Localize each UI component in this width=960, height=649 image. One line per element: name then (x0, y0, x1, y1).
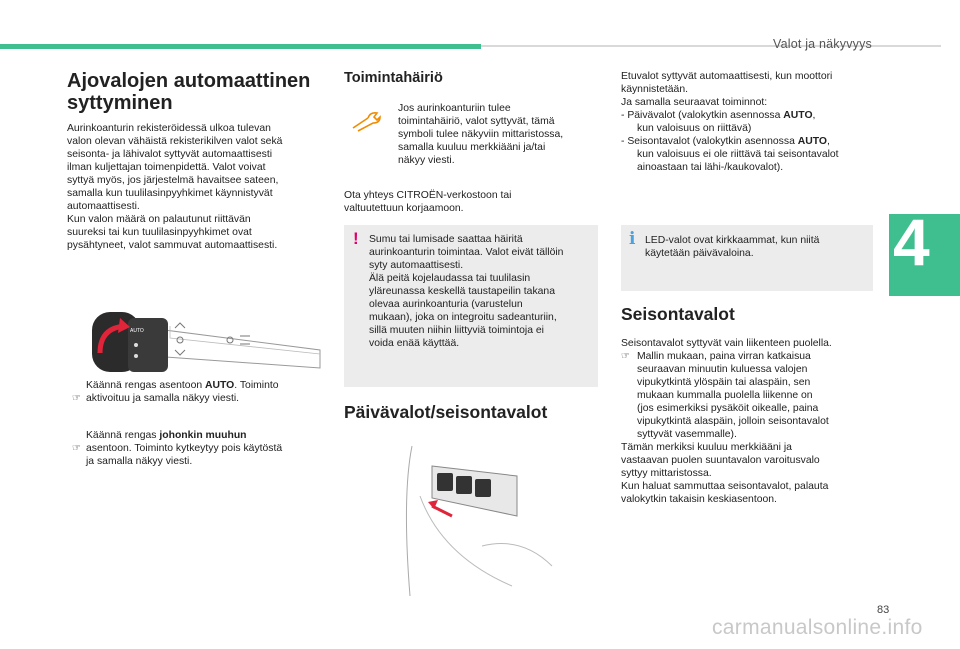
info-text: LED-valot ovat kirkkaammat, kun niitä käytetään päivävaloina. (645, 235, 820, 259)
light-stalk-figure (70, 298, 324, 380)
parking-lights-text: Seisontavalot syttyvät vain liikenteen puolella. ☞ Mallin mukaan, paina virran katkaisua seuraavan minuutin kuluessa valojen vipukytkintä ylöspäin tai alaspäin, sen mukaan kummalla puolella liikenne on (jos esimerkiksi pysäköit oikealle, paina vipukytkintä alaspäin, jolloin seisontavalot syttyvät vasemmalle). Tämän merkiksi kuuluu merkkiääni ja vastaavan puolen suuntavalon varoitusvalo syttyy mittaristossa. Kun haluat sammuttaa seisontavalot, palauta valokytkin takaisin keskiasentoon. (621, 338, 832, 505)
warning-text: Sumu tai lumisade saattaa häiritä aurinkoanturin toimintaa. Valot eivät tällöin syty automaattisesti. Älä peitä kojelaudassa tai tuulilasin yläreunassa keskellä taustapeilin takana olevaa aurinkoanturia (varustelun mukaan), joka on integroitu sadeanturiin, sillä muuten niihin liittyviä toimintoja ei voida enää käyttää. (369, 234, 564, 349)
section-header: Valot ja näkyvyys (772, 37, 872, 51)
info-icon: i (629, 229, 636, 249)
auto-lights-paragraph: Aurinkoanturin rekisteröidessä ulkoa tulevan valon olevan vähäistä rekisterikilven valot sekä seisonta- ja lähivalot syttyvät automaattisesti ilman kuljettajan toimenpidettä. Valot voivat syttyä myös, jos järjestelmä havaitsee sateen, samalla kun tuulilasinpyyhkimet käynnistyvät automaattisesti. Kun valon määrä on palautunut riittävän suureksi tai kun tuulilasinpyyhkimet ovat pysähtyneet, valot sammuvat automaattisesti. (67, 123, 283, 251)
daytime-intro: Etuvalot syttyvät automaattisesti, kun moottori käynnistetään. Ja samalla seuraavat toiminnot: - Päivävalot (valokytkin asennossa AUTO, kun valoisuus on riittävä) - Seisontavalot (valokytkin asennossa AUTO, kun valoisuus ei ole riittävä tai seisontavalot ainoastaan tai lähi-/kaukovalot). (621, 71, 839, 173)
bullet-marker-icon: ☞ (72, 393, 81, 404)
contact-dealer-text: Ota yhteys CITROËN-verkostoon tai valtuutettuun korjaamoon. (344, 190, 512, 214)
wrench-icon (350, 110, 382, 132)
watermark: carmanualsonline.info (712, 616, 923, 639)
bullet-other-position: ☞ Käännä rengas johonkin muuhun asentoon. Toiminto kytkeytyy pois käytöstä ja samalla näkyy viesti. (72, 430, 283, 467)
section-title-malfunction: Toimintahäiriö (344, 70, 443, 86)
switch-panel-figure (392, 436, 578, 598)
section-title-daytime-lights: Päivävalot/seisontavalot (344, 402, 548, 422)
section-title-parking-lights: Seisontavalot (621, 304, 735, 324)
header-rule (481, 45, 941, 47)
section-title-auto-lights: Ajovalojen automaattinen syttyminen (67, 70, 311, 114)
auto-label: AUTO (130, 328, 144, 334)
page-number: 83 (877, 604, 890, 616)
bullet-marker-icon: ☞ (621, 351, 630, 362)
bullet-marker-icon: ☞ (72, 443, 81, 454)
wrench-note: Jos aurinkoanturiin tulee toimintahäiriö, valot syttyvät, tämä symboli tulee näkyviin mittaristossa, samalla kuuluu merkkiääni ja/tai näkyy viesti. (398, 103, 564, 166)
header-accent-bar (0, 44, 481, 49)
warning-icon: ! (353, 229, 359, 248)
bullet-auto: ☞ Käännä rengas asentoon AUTO. Toiminto aktivoituu ja samalla näkyy viesti. (72, 380, 279, 404)
chapter-number: 4 (893, 205, 930, 279)
